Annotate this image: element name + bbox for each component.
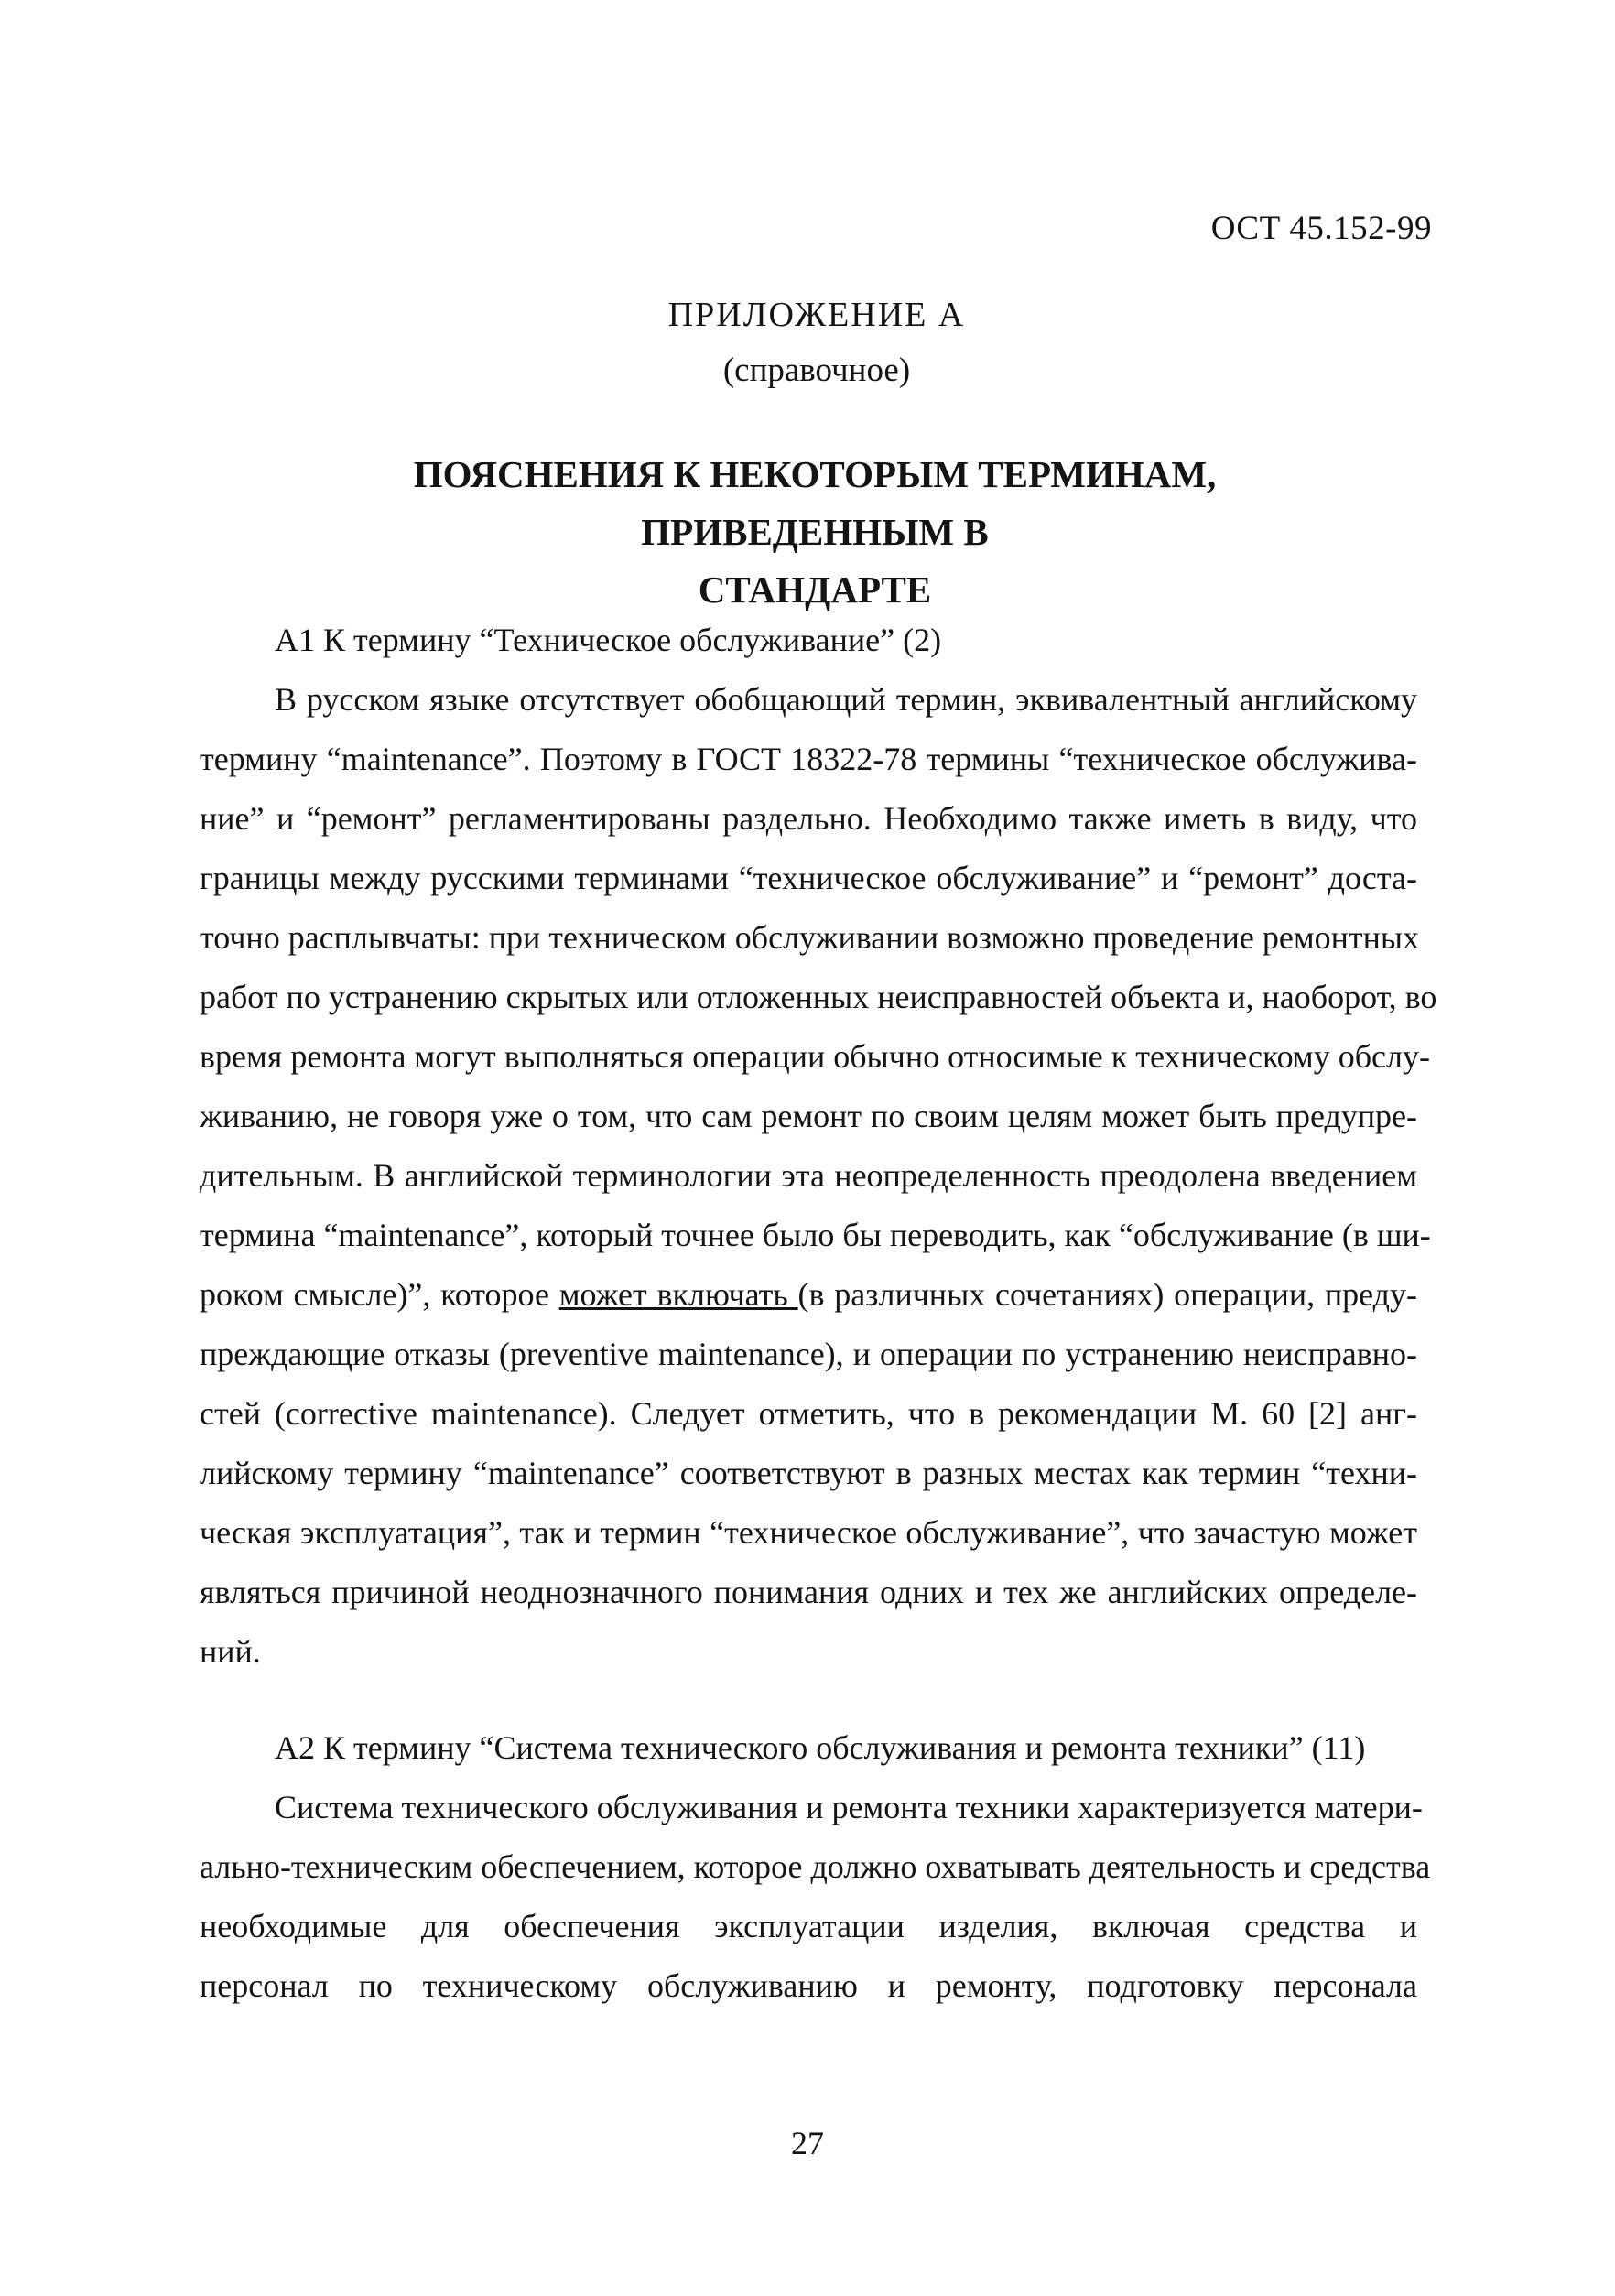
text-line: живанию, не говоря уже о том, что сам ремонт по своим целям может быть предупре- [200,1098,1417,1134]
text-line: границы между русскими терминами “техническое обслуживание” и “ремонт” доста- [200,860,1417,896]
main-heading-line-1: ПОЯСНЕНИЯ К НЕКОТОРЫМ ТЕРМИНАМ, ПРИВЕДЕННЫМ В [413,453,1217,553]
text-line: В русском языке отсутствует обобщающий термин, эквивалентный английскому [275,681,1417,718]
text-segment: (в различных сочетаниях) операции, преду- [797,1276,1417,1313]
main-heading [275,446,1355,619]
document-code: ОСТ 45.152-99 [1210,210,1432,247]
text-line: ческая эксплуатация”, так и термин “техническое обслуживание”, что зачастую может [200,1514,1417,1551]
text-line: являться причиной неоднозначного понимания одних и тех же английских определе- [200,1574,1417,1610]
page-number: 27 [791,2125,824,2161]
text-line: время ремонта могут выполняться операции обычно относимые к техническому обслу- [200,1038,1430,1075]
text-line: ально-техническим обеспечением, которое должно охватывать деятельность и средства [200,1848,1431,1885]
underlined-phrase: может включать [558,1276,798,1313]
text-line: стей (corrective maintenance). Следует отметить, что в рекомендации М. 60 [2] анг- [200,1395,1417,1432]
appendix-subtitle: (справочное) [722,352,911,389]
text-line-underlined [200,1275,1417,1314]
text-line: необходимые для обеспечения эксплуатации изделия, включая средства и [200,1908,1417,1944]
text-line: ний. [200,1633,261,1670]
text-line: термина “maintenance”, который точнее было бы переводить, как “обслуживание (в ши- [200,1217,1431,1253]
appendix-title: ПРИЛОЖЕНИЕ А [667,296,966,334]
section-a1-heading: А1 К термину “Техническое обслуживание” (2) [275,622,942,658]
text-segment: роком смысле)”, которое [200,1276,559,1313]
text-line: термину “maintenance”. Поэтому в ГОСТ 18322-78 термины “техническое обслужива- [200,741,1417,777]
text-line: работ по устранению скрытых или отложенных неисправностей объекта и, наоборот, во [200,979,1437,1015]
main-heading-line-2: СТАНДАРТЕ [698,569,932,611]
text-line: персонал по техническому обслуживанию и ремонту, подготовку персонала [200,1967,1417,2004]
text-line: ние” и “ремонт” регламентированы раздельно. Необходимо также иметь в виду, что [200,800,1417,837]
text-line: лийскому термину “maintenance” соответствуют в разных местах как термин “техни- [200,1455,1417,1491]
text-line: точно расплывчаты: при техническом обслуживании возможно проведение ремонтных [200,919,1420,956]
text-line: преждающие отказы (preventive maintenance), и операции по устранению неисправно- [200,1336,1417,1372]
section-a2-heading: А2 К термину “Система технического обслуживания и ремонта техники” (11) [275,1729,1366,1766]
text-line: Система технического обслуживания и ремонта техники характеризуется матери- [275,1789,1423,1825]
text-line: дительным. В английской терминологии эта неопределенность преодолена введением [200,1157,1417,1194]
